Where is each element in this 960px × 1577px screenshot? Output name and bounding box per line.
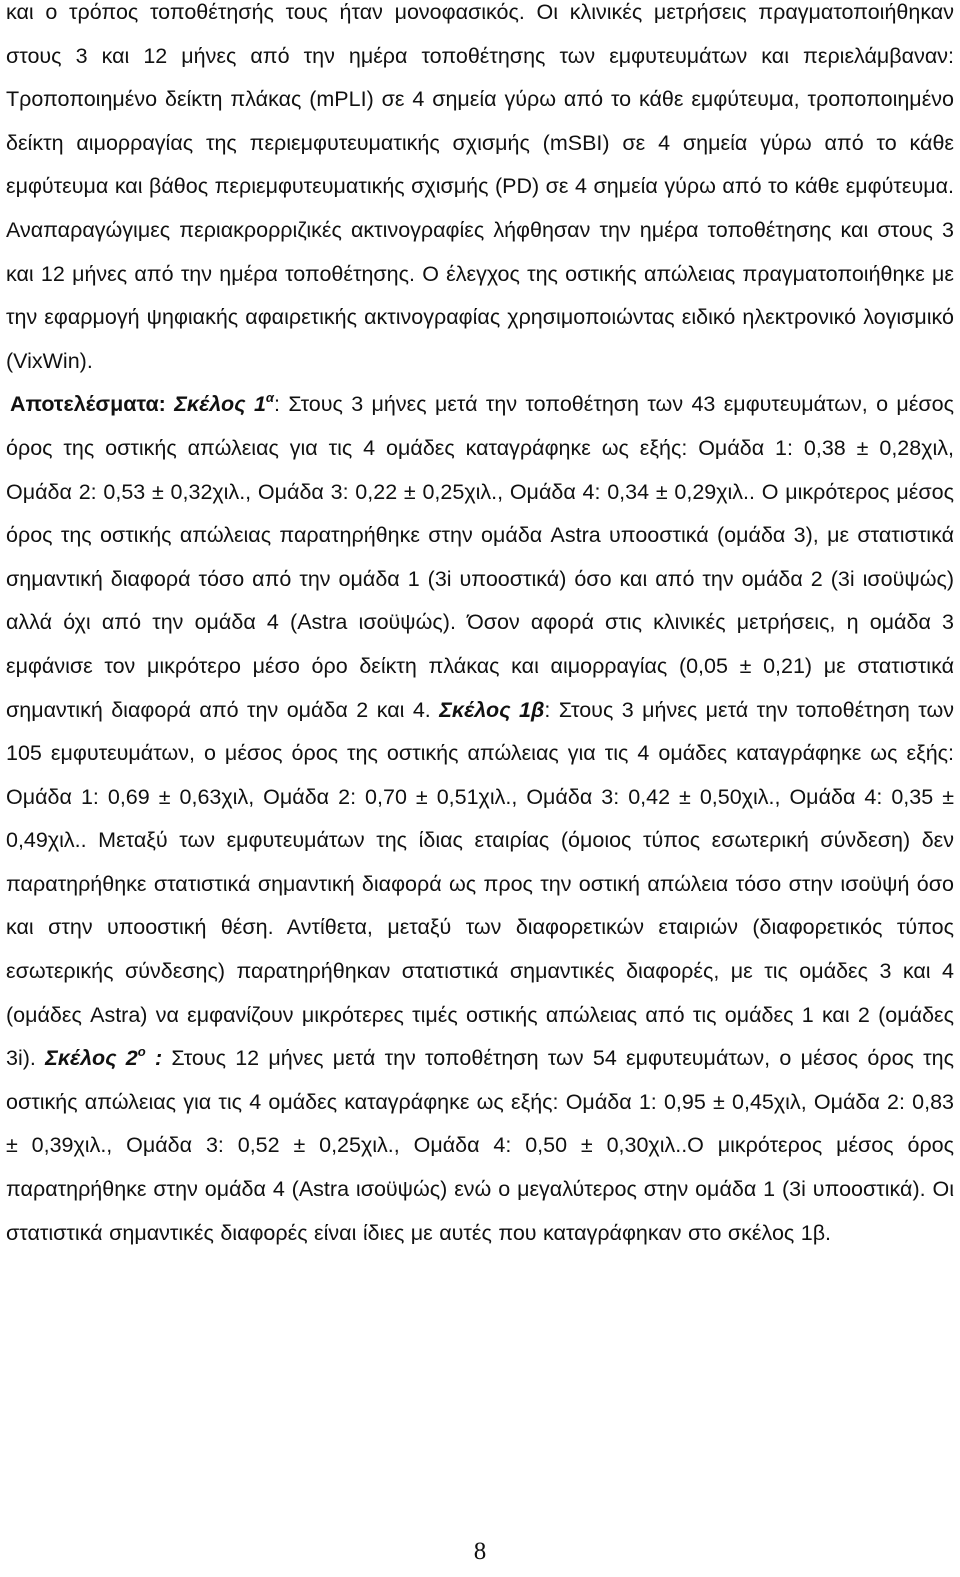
part-2-label-text: Σκέλος 2 [45,1046,138,1071]
part-2-colon: : [145,1046,163,1071]
part-1a-label [174,392,274,416]
part-2-superscript: ο [137,1044,146,1060]
part-2-label [45,1046,162,1070]
page-number: 8 [473,1538,487,1565]
part-1a-text: Στους 3 μήνες μετά την τοποθέτηση των 43 εμφυτευμάτων, ο μέσος όρος της οστικής απώλειας για τις 4 ομάδες καταγράφηκε ως εξής: Ομάδα 1: 0,38 ± 0,28χιλ, Ομάδα 2: 0,53 ± 0,32χιλ., Ομάδα 3: 0,22 ± 0,25χιλ., Ομάδα 4: 0,34 ± 0,29χιλ.. Ο μικρότερος μέσος όρος της οστικής απώλειας παρατηρήθηκε στην ομάδα Astra υποοστικά (ομάδα 3), με στατιστικά σημαντική διαφορά τόσο από την ομάδα 1 (3i υποοστικά) όσο και από την ομάδα 2 (3i ισοϋψώς) αλλά όχι από την ομάδα 4 (Astra ισοϋψώς). Όσον αφορά στις κλινικές μετρήσεις, η ομάδα 3 εμφάνισε τον μικρότερο μέσο όρο δείκτη πλάκας και αιμορραγίας (0,05 ± 0,21) με στατιστικά σημαντική διαφορά από την ομάδα 2 και 4. [6,392,954,722]
part-1b-label: Σκέλος 1β [439,697,545,722]
part-1a-superscript: α [265,390,274,406]
part-1b-text: : Στους 3 μήνες μετά την τοποθέτηση των 105 εμφυτευμάτων, ο μέσος όρος της οστικής απώλειας για τις 4 ομάδες καταγράφηκε ως εξής: Ομάδα 1: 0,69 ± 0,63χιλ, Ομάδα 2: 0,70 ± 0,51χιλ., Ομάδα 3: 0,42 ± 0,50χιλ., Ομάδα 4: 0,35 ± 0,49χιλ.. Μεταξύ των εμφυτευμάτων της ίδιας εταιρίας (όμοιος τύπος εσωτερική σύνδεση) δεν παρατηρήθηκε στατιστικά σημαντική διαφορά ως προς την οστική απώλεια τόσο στην ισοϋψή όσο και στην υποοστική θέση. Αντίθετα, μεταξύ των διαφορετικών εταιριών (διαφορετικός τύπος εσωτερικής σύνδεσης) παρατηρήθηκαν στατιστικά σημαντικές διαφορές, με τις ομάδες 3 και 4 (ομάδες Astra) να εμφανίζουν μικρότερες τιμές οστικής απώλειας από τις ομάδες 1 και 2 (ομάδες 3i). [6,697,955,1071]
results-label: Αποτελέσματα: [10,392,166,417]
body-paragraph [6,0,954,1255]
part-1a-colon: : [273,392,280,417]
document-page [6,0,954,1255]
methods-text: και ο τρόπος τοποθέτησής τους ήταν μονοφασικός. Οι κλινικές μετρήσεις πραγματοποιήθηκαν στους 3 και 12 μήνες από την ημέρα τοποθέτησης των εμφυτευμάτων και περιελάμβαναν: Τροποποιημένο δείκτη πλάκας (mPLI) σε 4 σημεία γύρω από το κάθε εμφύτευμα, τροποποιημένο δείκτη αιμορραγίας της περιεμφυτευματικής σχισμής (mSBI) σε 4 σημεία γύρω από το κάθε εμφύτευμα και βάθος περιεμφυτευματικής σχισμής (PD) σε 4 σημεία γύρω από το κάθε εμφύτευμα. Αναπαραγώγιμες περιακρορριζικές ακτινογραφίες λήφθησαν την ημέρα τοποθέτησης και στους 3 και 12 μήνες από την ημέρα τοποθέτησης. Ο έλεγχος της οστικής απώλειας πραγματοποιήθηκε με την εφαρμογή ψηφιακής αφαιρετικής ακτινογραφίας χρησιμοποιώντας ειδικό ηλεκτρονικό λογισμικό (VixWin). [6,0,954,373]
part-1a-label-text: Σκέλος 1 [174,392,266,417]
part-2-text: Στους 12 μήνες μετά την τοποθέτηση των 54 εμφυτευμάτων, ο μέσος όρος της οστικής απώλειας για τις 4 ομάδες καταγράφηκε ως εξής: Ομάδα 1: 0,95 ± 0,45χιλ, Ομάδα 2: 0,83 ± 0,39χιλ., Ομάδα 3: 0,52 ± 0,25χιλ., Ομάδα 4: 0,50 ± 0,30χιλ..Ο μικρότερος μέσος όρος παρατηρήθηκε στην ομάδα 4 (Astra ισοϋψώς) ενώ ο μεγαλύτερος στην ομάδα 1 (3i υποοστικά). Οι στατιστικά σημαντικές διαφορές είναι ίδιες με αυτές που καταγράφηκαν στο σκέλος 1β. [6,1046,954,1245]
